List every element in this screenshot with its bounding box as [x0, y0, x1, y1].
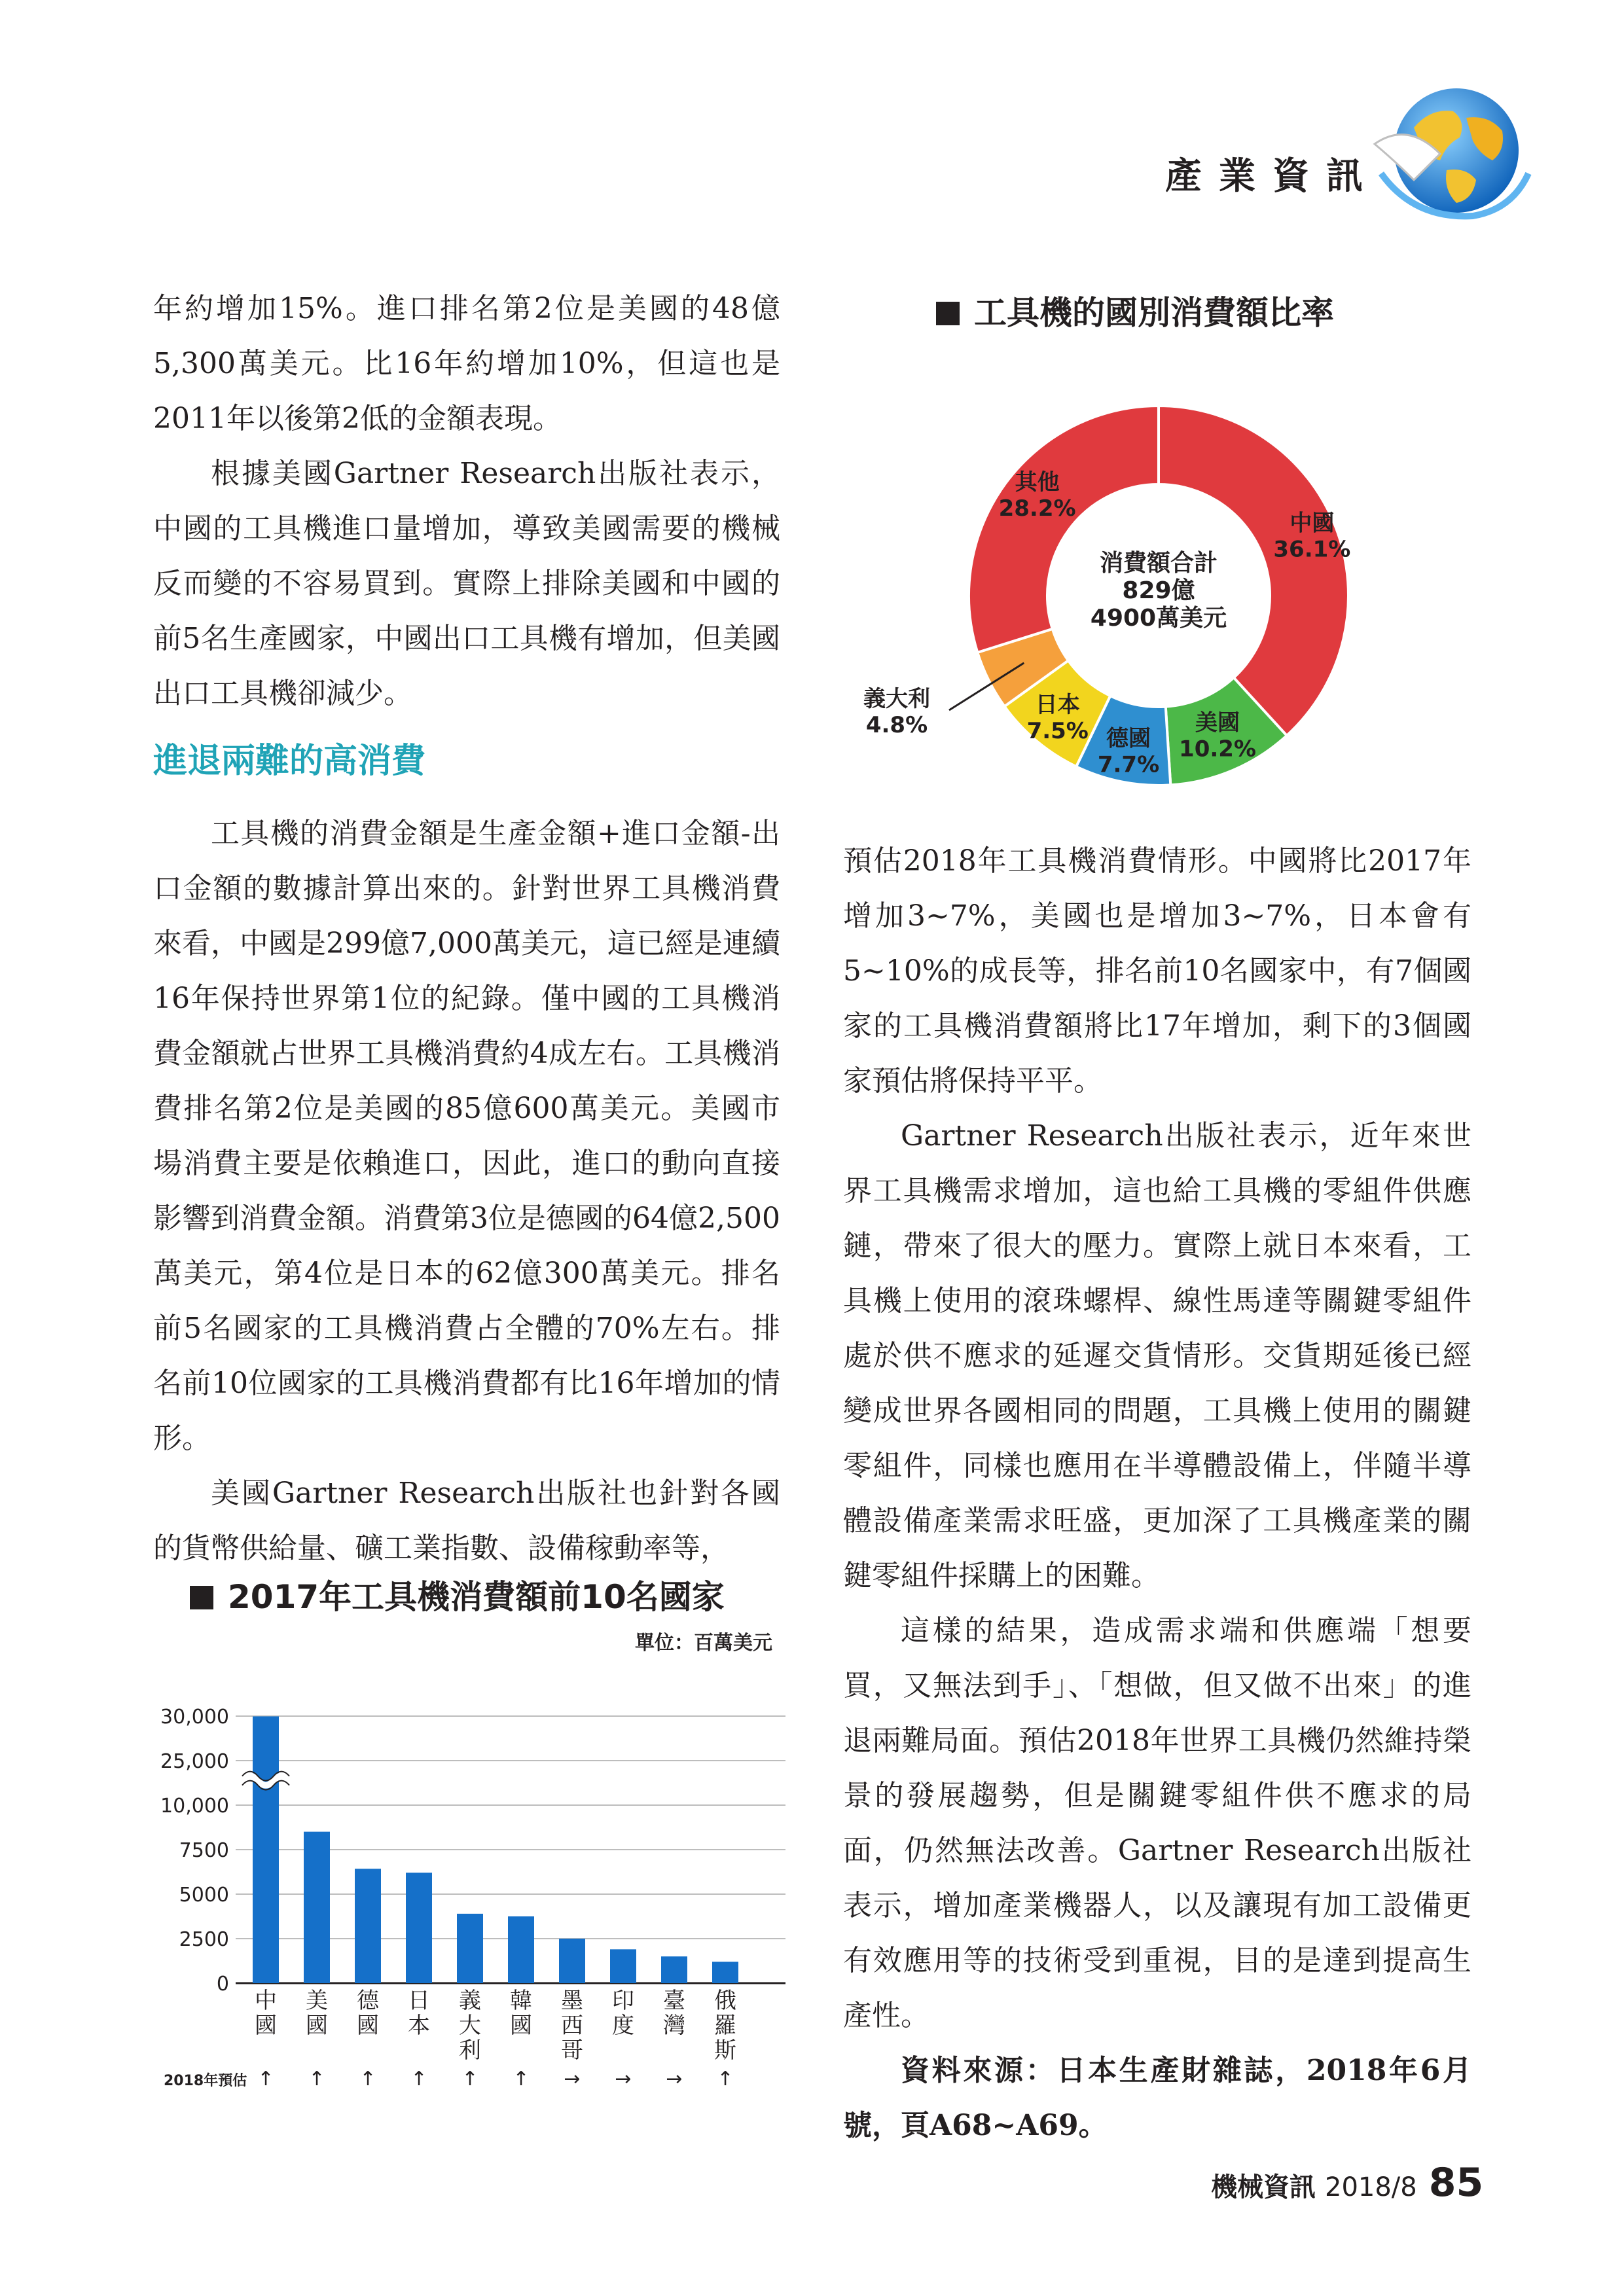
- paragraph: 預估2018年工具機消費情形。中國將比2017年增加3~7%，美國也是增加3~7%，日本會有5~10%的成長等，排名前10名國家中，有7個國家的工具機消費額將比17年增加，剩下的3個國家預估將保持平平。: [843, 844, 1471, 1098]
- slice-label: 其他: [1015, 469, 1060, 495]
- unit-label: 單位：百萬美元: [635, 1632, 772, 1655]
- x-tick-label: 墨西哥: [561, 1988, 583, 2064]
- center-label: 4900萬美元: [1090, 605, 1227, 632]
- forecast-arrow: ↑: [308, 2068, 325, 2090]
- forecast-arrow: ↑: [359, 2068, 376, 2090]
- x-tick-label: 美國: [306, 1988, 328, 2039]
- y-tick-label: 10,000: [160, 1795, 229, 1818]
- square-bullet-icon: [936, 302, 960, 325]
- paragraph: 年約增加15%。進口排名第2位是美國的48億5,300萬美元。比16年約增加10%，但這也是2011年以後第2低的金額表現。: [153, 292, 780, 435]
- left-column-section: [153, 806, 780, 1576]
- paragraph: 這樣的結果，造成需求端和供應端「想要買，又無法到手」、「想做，但又做不出來」的進退兩難局面。預估2018年世界工具機仍然維持榮景的發展趨勢，但是關鍵零組件供不應求的局面，仍然無法改善。Gartner Research出版社表示，增加產業機器人，以及讓現有加工設備更有效應用等的技術受到重視，目的是達到提高生產性。: [843, 1614, 1471, 2032]
- bar: [508, 1916, 534, 1983]
- bar: [559, 1939, 585, 1983]
- slice-value: 36.1%: [1273, 536, 1351, 563]
- section-title: 產業資訊: [1165, 154, 1380, 198]
- bar: [355, 1869, 381, 1983]
- x-tick-label: 印度: [612, 1988, 634, 2039]
- pie-chart: [844, 367, 1473, 798]
- forecast-arrow: →: [564, 2068, 581, 2090]
- left-column-intro: [153, 281, 780, 721]
- bar: [661, 1956, 687, 1983]
- paragraph: Gartner Research出版社表示，近年來世界工具機需求增加，這也給工具機的零組件供應鏈，帶來了很大的壓力。實際上就日本來看，工具機上使用的滾珠螺桿、線性馬達等關鍵零組件處於供不應求的延遲交貨情形。交貨期延後已經變成世界各國相同的問題，工具機上使用的關鍵零組件，同樣也應用在半導體設備上，伴隨半導體設備產業需求旺盛，更加深了工具機產業的關鍵零組件採購上的困難。: [843, 1119, 1471, 1592]
- y-tick-label: 5000: [179, 1884, 229, 1907]
- slice-value: 7.5%: [1026, 717, 1089, 744]
- y-tick-label: 25,000: [160, 1750, 229, 1773]
- forecast-label: 2018年預估: [164, 2073, 247, 2089]
- magazine-name: 機械資訊: [1211, 2172, 1316, 2202]
- slice-label: 義大利: [863, 686, 930, 712]
- y-tick-label: 2500: [179, 1928, 229, 1951]
- slice-label: 美國: [1195, 709, 1240, 736]
- x-tick-label: 日本: [408, 1988, 430, 2039]
- forecast-arrow: ↑: [410, 2068, 427, 2090]
- bar-chart-title: 2017年工具機消費額前10名國家: [190, 1571, 725, 1618]
- slice-value: 7.7%: [1097, 751, 1160, 778]
- globe-icon: [1368, 82, 1532, 232]
- forecast-arrow: ↑: [461, 2068, 478, 2090]
- square-bullet-icon: [190, 1586, 213, 1609]
- x-tick-label: 臺灣: [663, 1988, 685, 2039]
- forecast-arrow: ↑: [257, 2068, 274, 2090]
- bar: [406, 1873, 432, 1983]
- slice-label: 德國: [1106, 725, 1151, 752]
- center-label: 消費額合計: [1099, 550, 1218, 577]
- bar-chart: [144, 1617, 799, 2114]
- center-label: 829億: [1122, 577, 1195, 604]
- bar: [457, 1914, 483, 1983]
- bar: [712, 1962, 738, 1983]
- forecast-arrow: ↑: [513, 2068, 530, 2090]
- right-column: [843, 834, 1471, 2153]
- x-tick-label: 韓國: [510, 1988, 532, 2039]
- slice-label: 日本: [1035, 691, 1080, 718]
- slice-value: 28.2%: [998, 495, 1076, 522]
- source-note: 資料來源：日本生產財雜誌，2018年6月號，頁A68~A69。: [843, 2054, 1471, 2142]
- y-tick-label: 0: [216, 1973, 229, 1996]
- slice-label: 中國: [1290, 510, 1335, 537]
- x-tick-label: 中國: [255, 1988, 277, 2039]
- paragraph: 工具機的消費金額是生產金額+進口金額-出口金額的數據計算出來的。針對世界工具機消費來看，中國是299億7,000萬美元，這已經是連續16年保持世界第1位的紀錄。僅中國的工具機消費金額就占世界工具機消費約4成左右。工具機消費排名第2位是美國的85億600萬美元。美國市場消費主要是依賴進口，因此，進口的動向直接影響到消費金額。消費第3位是德國的64億2,500萬美元，第4位是日本的62億300萬美元。排名前5名國家的工具機消費占全體的70%左右。排名前10位國家的工具機消費都有比16年增加的情形。: [153, 817, 780, 1455]
- forecast-arrow: →: [666, 2068, 683, 2090]
- pie-chart-title: 工具機的國別消費額比率: [936, 287, 1334, 334]
- paragraph: 美國Gartner Research出版社也針對各國的貨幣供給量、礦工業指數、設備稼動率等，: [153, 1477, 780, 1565]
- bar: [304, 1832, 330, 1983]
- forecast-arrow: →: [615, 2068, 632, 2090]
- x-tick-label: 俄羅斯: [714, 1988, 736, 2064]
- section-heading: 進退兩難的高消費: [153, 742, 426, 781]
- bar: [253, 1716, 279, 1983]
- forecast-arrow: ↑: [717, 2068, 734, 2090]
- paragraph: 根據美國Gartner Research出版社表示，中國的工具機進口量增加，導致美國需要的機械反而變的不容易買到。實際上排除美國和中國的前5名生產國家，中國出口工具機有增加，但美國出口工具機卻減少。: [153, 457, 780, 710]
- slice-value: 4.8%: [865, 712, 928, 738]
- y-tick-label: 30,000: [160, 1706, 229, 1729]
- page-number: 85: [1428, 2160, 1484, 2206]
- y-tick-label: 7500: [179, 1839, 229, 1862]
- page-footer: [1211, 2160, 1486, 2219]
- slice-value: 10.2%: [1179, 736, 1257, 762]
- issue-date: 2018/8: [1325, 2172, 1417, 2202]
- x-tick-label: 義大利: [459, 1988, 481, 2064]
- x-tick-label: 德國: [357, 1988, 379, 2039]
- bar: [610, 1949, 636, 1983]
